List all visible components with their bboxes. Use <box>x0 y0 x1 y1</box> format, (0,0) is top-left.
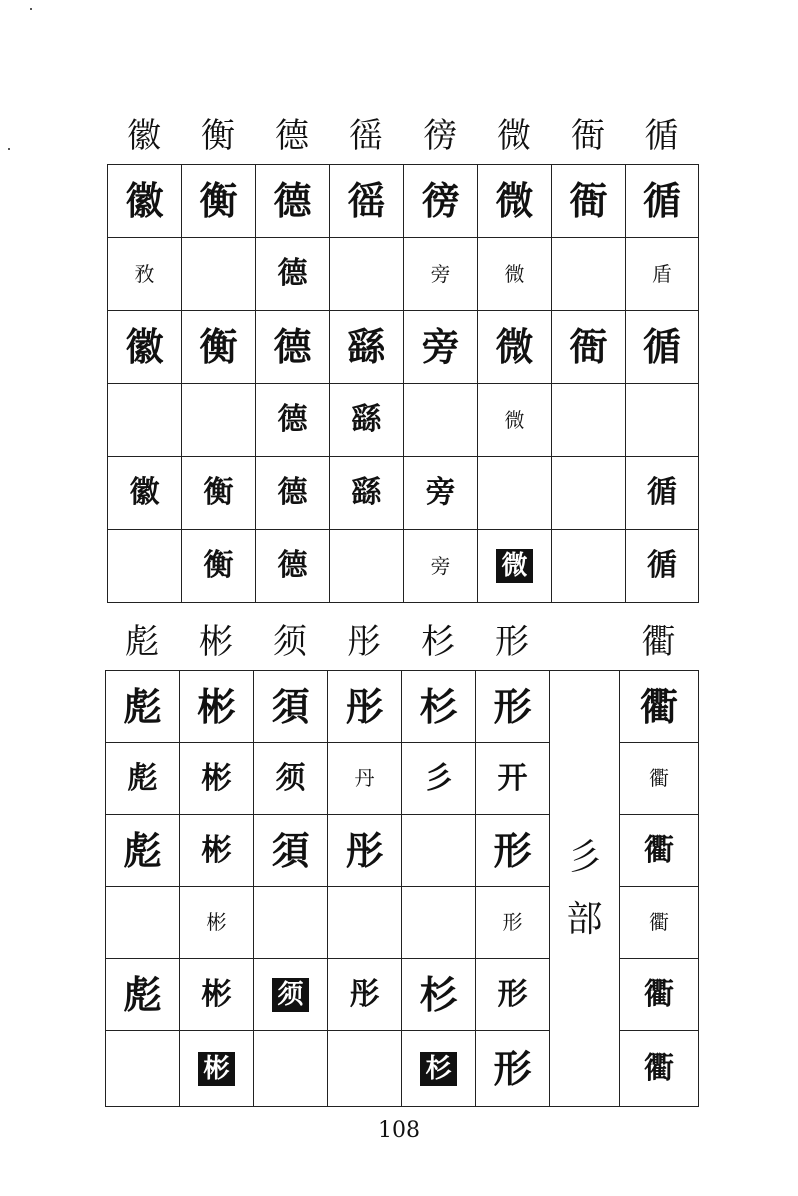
glyph-cell <box>552 384 626 457</box>
table-row <box>108 311 699 384</box>
glyph-cell <box>404 384 478 457</box>
glyph-cell: 彪 <box>106 815 180 887</box>
bottom-character-table <box>105 670 699 1107</box>
table-row <box>106 671 699 743</box>
top-header-row <box>107 114 698 158</box>
glyph-cell: 徽 <box>108 311 182 384</box>
glyph-cell: 彬 <box>180 671 254 743</box>
glyph-cell: 彬 <box>180 959 254 1031</box>
glyph-cell: 徭 <box>330 165 404 238</box>
glyph-cell: 彪 <box>106 743 180 815</box>
glyph-cell <box>552 457 626 530</box>
glyph-cell: 須 <box>254 671 328 743</box>
glyph-cell: 德 <box>256 457 330 530</box>
top-header-char: 徽 <box>127 116 161 156</box>
glyph-cell: 繇 <box>330 457 404 530</box>
glyph-cell <box>402 815 476 887</box>
glyph-cell: 微 <box>478 165 552 238</box>
top-header-char: 循 <box>644 116 679 156</box>
glyph-cell: 徽 <box>108 165 182 238</box>
glyph-cell: 德 <box>256 384 330 457</box>
bottom-header-char: 彪 <box>125 622 159 662</box>
glyph-cell: 彬 <box>180 887 254 959</box>
glyph-cell <box>106 1031 180 1107</box>
glyph-cell <box>478 457 552 530</box>
glyph-cell <box>330 530 404 603</box>
glyph-cell: 盾 <box>626 238 699 311</box>
table-row <box>108 384 699 457</box>
glyph-cell <box>552 238 626 311</box>
top-header-char: 徬 <box>423 116 457 156</box>
glyph-cell <box>330 238 404 311</box>
glyph-cell: 彤 <box>328 815 402 887</box>
glyph-cell: 循 <box>626 530 699 603</box>
glyph-cell: 须 <box>254 743 328 815</box>
glyph-cell: 微 <box>478 238 552 311</box>
glyph-cell: 旁 <box>404 311 478 384</box>
glyph-cell <box>254 1031 328 1107</box>
top-header-char: 衡 <box>201 116 235 156</box>
glyph-cell <box>626 384 699 457</box>
glyph-cell: 衙 <box>552 165 626 238</box>
glyph-cell: 衡 <box>182 457 256 530</box>
radical-char: 部 <box>566 898 603 940</box>
glyph-cell: 彬 <box>180 743 254 815</box>
bottom-header-char <box>549 620 619 664</box>
glyph-cell <box>106 887 180 959</box>
bottom-header-char: 形 <box>495 622 529 662</box>
glyph-cell <box>328 1031 402 1107</box>
glyph-cell: 彬 <box>180 1031 254 1107</box>
glyph-cell <box>402 887 476 959</box>
glyph-cell: 衡 <box>182 165 256 238</box>
glyph-cell <box>108 384 182 457</box>
glyph-cell: 旁 <box>404 530 478 603</box>
glyph-cell: 衢 <box>620 1031 699 1107</box>
glyph-cell: 德 <box>256 530 330 603</box>
top-header-char: 衙 <box>571 116 605 156</box>
glyph-cell: 微 <box>478 311 552 384</box>
glyph-cell: 形 <box>476 1031 550 1107</box>
glyph-cell: 衢 <box>620 743 699 815</box>
glyph-cell: 杉 <box>402 1031 476 1107</box>
glyph-cell: 丹 <box>328 743 402 815</box>
top-header-char: 微 <box>497 116 531 156</box>
glyph-cell <box>552 530 626 603</box>
glyph-cell: 微 <box>478 384 552 457</box>
glyph-cell <box>182 238 256 311</box>
bottom-header-char: 彤 <box>347 622 381 662</box>
glyph-cell: 衙 <box>552 311 626 384</box>
glyph-cell: 形 <box>476 959 550 1031</box>
glyph-cell: 敄 <box>108 238 182 311</box>
glyph-cell: 須 <box>254 815 328 887</box>
glyph-cell <box>254 887 328 959</box>
glyph-cell: 衡 <box>182 311 256 384</box>
bottom-header-char: 衢 <box>641 622 676 662</box>
radical-cell <box>550 671 620 1107</box>
scan-speck <box>30 8 32 10</box>
top-header-char: 徭 <box>349 116 383 156</box>
glyph-cell: 繇 <box>330 384 404 457</box>
glyph-cell: 彪 <box>106 959 180 1031</box>
glyph-cell: 衢 <box>620 671 699 743</box>
glyph-cell: 彤 <box>328 959 402 1031</box>
glyph-cell: 循 <box>626 457 699 530</box>
glyph-cell: 循 <box>626 311 699 384</box>
glyph-cell: 杉 <box>402 959 476 1031</box>
bottom-header-row <box>105 620 698 664</box>
glyph-cell: 彪 <box>106 671 180 743</box>
glyph-cell: 旁 <box>404 238 478 311</box>
glyph-cell: 衢 <box>620 887 699 959</box>
glyph-cell <box>108 530 182 603</box>
glyph-cell: 徬 <box>404 165 478 238</box>
glyph-cell: 衡 <box>182 530 256 603</box>
glyph-cell: 德 <box>256 311 330 384</box>
glyph-cell <box>182 384 256 457</box>
glyph-cell: 杉 <box>402 671 476 743</box>
page-number: 108 <box>378 1118 420 1143</box>
glyph-cell: 德 <box>256 165 330 238</box>
glyph-cell: 彬 <box>180 815 254 887</box>
glyph-cell: 德 <box>256 238 330 311</box>
glyph-cell: 须 <box>254 959 328 1031</box>
table-row <box>108 530 699 603</box>
scan-speck <box>8 148 10 150</box>
glyph-cell: 衢 <box>620 959 699 1031</box>
glyph-cell: 循 <box>626 165 699 238</box>
glyph-cell: 形 <box>476 815 550 887</box>
bottom-header-char: 杉 <box>421 622 455 662</box>
top-header-char: 德 <box>275 116 309 156</box>
glyph-cell: 形 <box>476 887 550 959</box>
glyph-cell: 繇 <box>330 311 404 384</box>
bottom-header-char: 彬 <box>199 622 233 662</box>
table-row <box>108 165 699 238</box>
radical-char: 彡 <box>566 836 603 878</box>
top-character-table <box>107 164 699 603</box>
glyph-cell <box>328 887 402 959</box>
glyph-cell: 微 <box>478 530 552 603</box>
bottom-header-char: 须 <box>273 622 307 662</box>
glyph-cell: 彡 <box>402 743 476 815</box>
glyph-cell: 旁 <box>404 457 478 530</box>
glyph-cell: 徽 <box>108 457 182 530</box>
glyph-cell: 彤 <box>328 671 402 743</box>
glyph-cell: 衢 <box>620 815 699 887</box>
glyph-cell: 形 <box>476 671 550 743</box>
table-row <box>108 238 699 311</box>
table-row <box>108 457 699 530</box>
glyph-cell: 开 <box>476 743 550 815</box>
